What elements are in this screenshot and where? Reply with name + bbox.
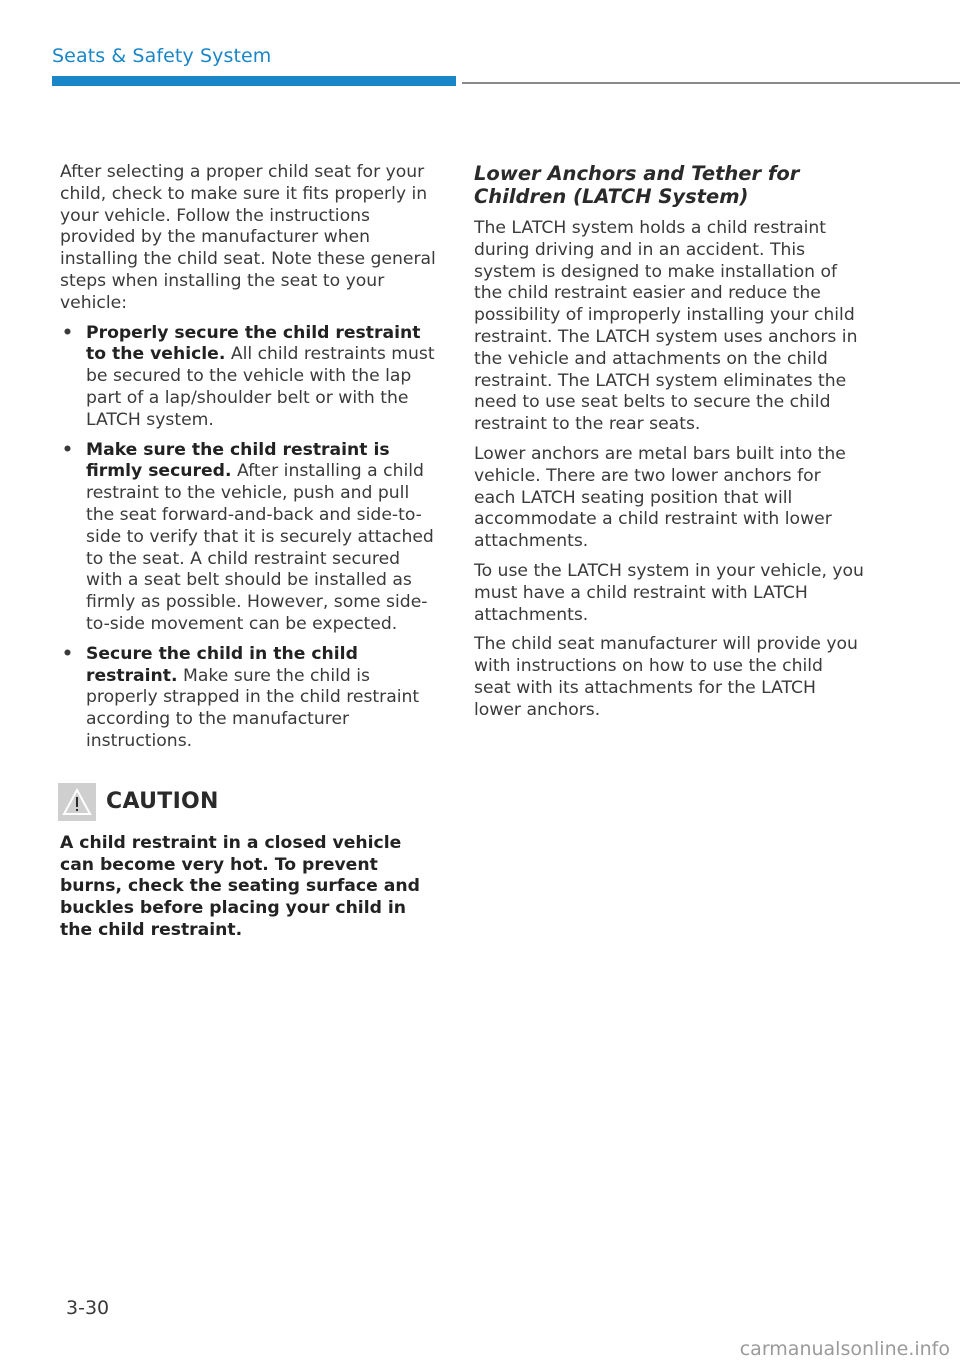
latch-heading: Lower Anchors and Tether for Children (LATCH System) xyxy=(474,162,800,208)
list-item xyxy=(60,644,438,753)
header-divider-line xyxy=(462,82,960,84)
latch-paragraph: The child seat manufacturer will provide you with instructions on how to use the child seat with its attachments for the LATCH lower anchors. xyxy=(474,634,858,720)
caution-heading xyxy=(58,783,438,821)
caution-label: CAUTION xyxy=(106,789,219,815)
bullet-lead-text: Secure the child in the child restraint. xyxy=(86,643,358,686)
bullet-body-text: Make sure the child is properly strapped in the child restraint according to the manufacturer instructions. xyxy=(86,665,420,751)
list-item xyxy=(60,323,438,432)
bullet-icon: • xyxy=(62,439,73,460)
latch-paragraph: The LATCH system holds a child restraint during driving and in an accident. This system is designed to make installation of the child restraint easier and reduce the possibility of improperly installing your child restraint. The LATCH system uses anchors in the vehicle and attachments on the child restraint. The LATCH system eliminates the need to use seat belts to secure the child restraint to the rear seats. xyxy=(474,218,858,435)
bullet-icon: • xyxy=(62,322,73,343)
list-item xyxy=(60,440,438,636)
bullet-icon: • xyxy=(62,643,73,664)
page-number: 3-30 xyxy=(66,1297,110,1319)
latch-paragraph: Lower anchors are metal bars built into the vehicle. There are two lower anchors for each LATCH seating position that will accommodate a child restraint with lower attachments. xyxy=(474,443,846,552)
left-column xyxy=(60,162,438,942)
bullet-lead-text: Make sure the child restraint is firmly secured. xyxy=(86,439,390,482)
steps-list xyxy=(60,323,438,753)
section-title: Seats & Safety System xyxy=(52,45,272,67)
caution-text: A child restraint in a closed vehicle can become very hot. To prevent burns, check the seating surface and buckles before placing your child in the child restraint. xyxy=(60,832,420,940)
intro-paragraph: After selecting a proper child seat for your child, check to make sure it fits properly in your vehicle. Follow the instructions provided by the manufacturer when installing the child seat. Note these general steps when installing the seat to your vehicle: xyxy=(60,162,436,313)
bullet-body-text: After installing a child restraint to the vehicle, push and pull the seat forward-and-back and side-to-side to verify that it is securely attached to the seat. A child restraint secured with a seat belt should be installed as firmly as possible. However, some side-to-side movement can be expected. xyxy=(86,461,434,634)
right-column xyxy=(474,162,864,730)
bullet-body-text: All child restraints must be secured to the vehicle with the lap part of a lap/shoulder belt or with the LATCH system. xyxy=(86,344,435,430)
header-accent-bar xyxy=(52,76,456,86)
warning-triangle-icon xyxy=(58,783,96,821)
watermark: carmanualsonline.info xyxy=(739,1338,950,1360)
latch-paragraph: To use the LATCH system in your vehicle, you must have a child restraint with LATCH attachments. xyxy=(474,560,864,625)
bullet-lead-text: Properly secure the child restraint to the vehicle. xyxy=(86,322,421,365)
